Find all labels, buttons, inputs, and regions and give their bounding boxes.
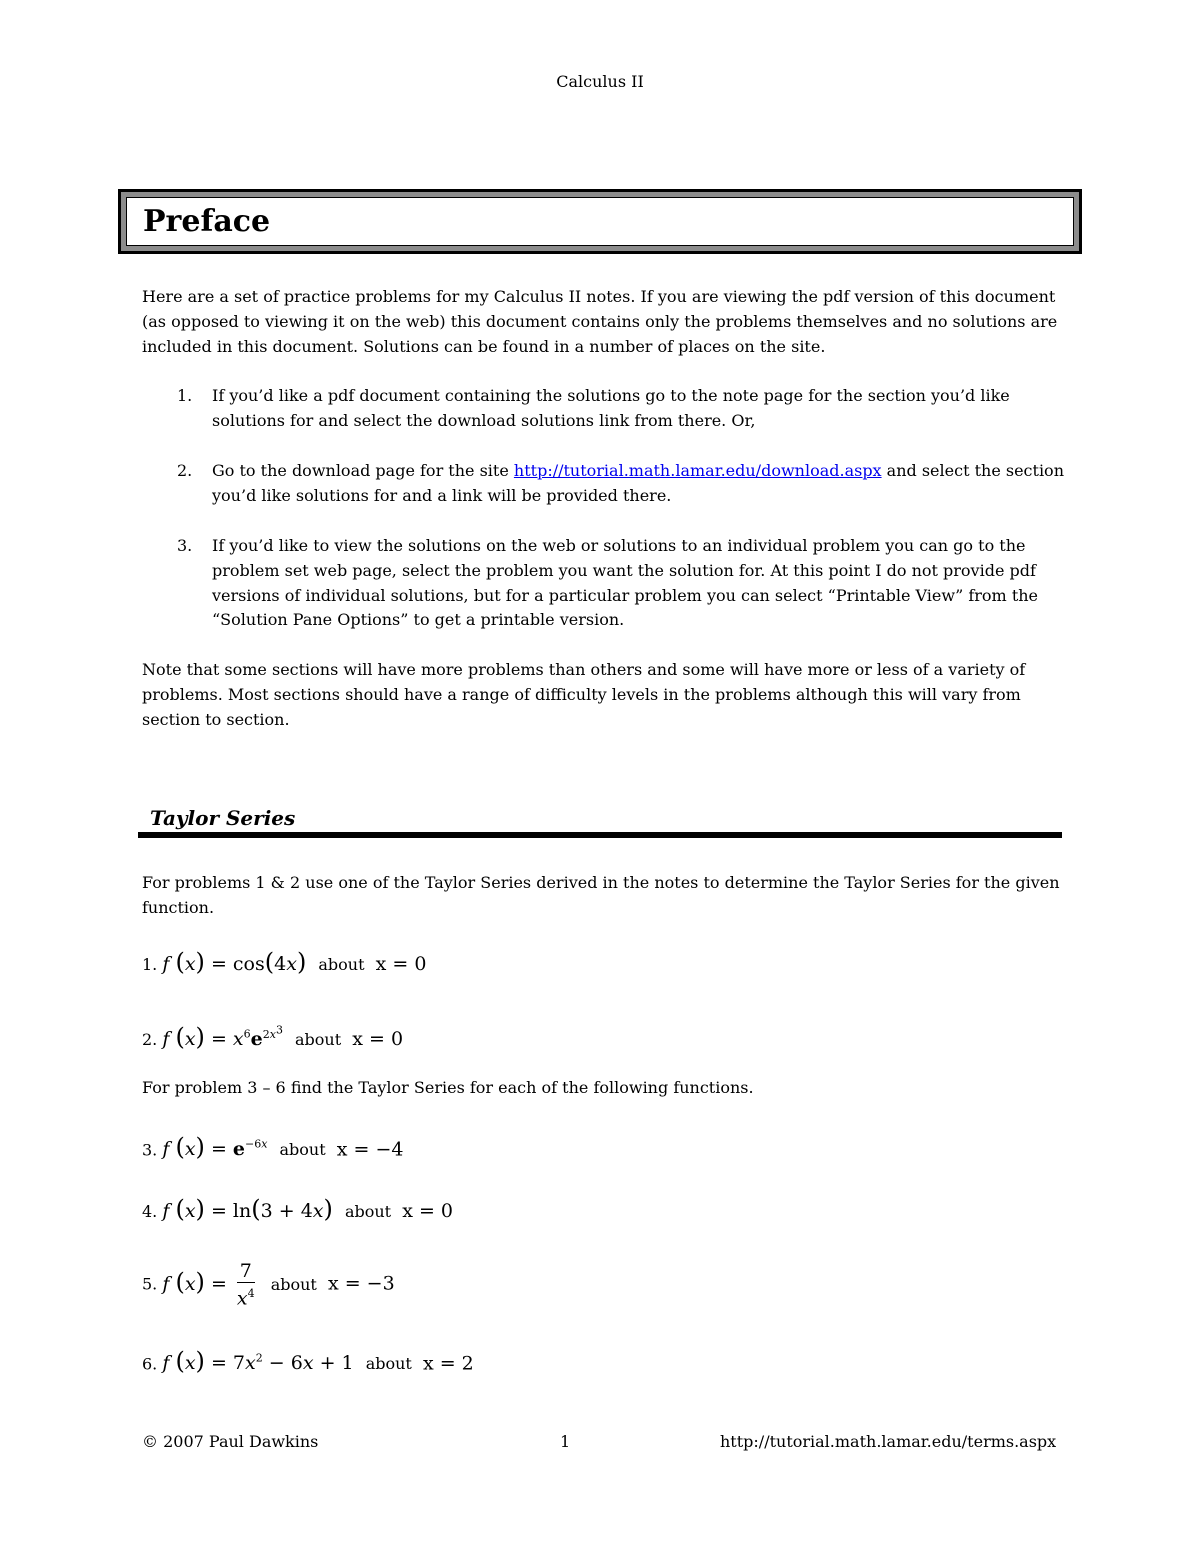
problem-center: x = −3 xyxy=(327,1272,395,1295)
preface-title: Preface xyxy=(126,197,1074,246)
list-item xyxy=(142,534,1067,633)
problem-center: x = 0 xyxy=(375,953,427,975)
problem-1 xyxy=(142,950,426,977)
problem-formula: f $(x) = x^6e^{2x^3}$ xyxy=(162,1022,283,1051)
problem-6 xyxy=(142,1347,474,1376)
about-label: about xyxy=(365,1354,412,1374)
problem-formula: f $(x) = e^{-6x}$ xyxy=(162,1133,268,1162)
about-label: about xyxy=(279,1140,326,1160)
problem-2 xyxy=(142,1018,403,1052)
section-title: Taylor Series xyxy=(150,806,296,830)
problem-center: x = 2 xyxy=(422,1352,474,1375)
section-divider xyxy=(138,832,1062,838)
about-label: about xyxy=(318,955,365,974)
problem-number: 5. xyxy=(142,1274,158,1294)
about-label: about xyxy=(270,1274,317,1294)
problem-number: 1. xyxy=(142,955,158,974)
problem-formula: f (x) = ln(3 + 4x) xyxy=(162,1195,333,1223)
problem-formula: f (x) = cos(4x) xyxy=(162,948,307,976)
problem-formula: f (x) = $\frac{7}{x^4}$ xyxy=(162,1260,255,1310)
preface-note: Note that some sections will have more problems than others and some will have more or less of a variety of problems. Most sections should have a range of difficulty levels in the problems although this will vary from section to section. xyxy=(142,660,1026,729)
preface-title-box xyxy=(118,189,1082,254)
problem-number: 2. xyxy=(142,1029,158,1049)
list-item-text-before: Go to the download page for the site xyxy=(212,461,514,480)
list-item-text: If you’d like to view the solutions on the web or solutions to an individual problem you can go to the problem set web page, select the problem you want the solution for. At this point I do not provide pdf versions of individual solutions, but for a particular problem you can select “Printable View” from the “Solution Pane Options” to get a printable version. xyxy=(212,536,1039,630)
problem-center: x = −4 xyxy=(336,1138,404,1161)
solutions-list xyxy=(142,384,1067,434)
running-header: Calculus II xyxy=(556,72,644,91)
problem-center: x = 0 xyxy=(402,1200,453,1222)
problem-4 xyxy=(142,1197,453,1224)
about-label: about xyxy=(295,1029,342,1049)
list-item-number: 1. xyxy=(177,386,193,405)
list-item-number: 3. xyxy=(177,536,193,555)
preface-intro: Here are a set of practice problems for my Calculus II notes. If you are viewing the pdf version of this document (as opposed to viewing it on the web) this document contains only the problems themselves and no solutions are included in this document. Solutions can be found in a number of places on the site. xyxy=(142,287,1058,356)
problem-number: 6. xyxy=(142,1354,158,1374)
instruction-1: For problems 1 & 2 use one of the Taylor Series derived in the notes to determine the Taylor Series for the given function. xyxy=(142,873,1060,917)
problem-5 xyxy=(142,1260,395,1309)
solutions-list-2 xyxy=(142,459,1067,509)
problem-number: 4. xyxy=(142,1202,158,1221)
solutions-list-3 xyxy=(142,534,1067,633)
list-item-text-after: and select the section you’d like solutions for and a link will be provided there. xyxy=(212,461,1064,505)
list-item-number: 2. xyxy=(177,461,193,480)
footer-url[interactable]: http://tutorial.math.lamar.edu/terms.aspx xyxy=(720,1432,1057,1451)
problem-center: x = 0 xyxy=(352,1027,404,1050)
footer-page-number: 1 xyxy=(560,1432,571,1451)
problem-3 xyxy=(142,1133,403,1162)
download-page-link[interactable]: http://tutorial.math.lamar.edu/download.aspx xyxy=(513,461,882,480)
list-item xyxy=(142,384,1067,434)
instruction-2: For problem 3 – 6 find the Taylor Series for each of the following functions. xyxy=(142,1078,754,1097)
list-item xyxy=(142,459,1067,509)
about-label: about xyxy=(344,1202,392,1221)
list-item-text: If you’d like a pdf document containing the solutions go to the note page for the section you’d like solutions for and select the download solutions link from there. Or, xyxy=(212,386,1010,430)
footer-copyright: © 2007 Paul Dawkins xyxy=(142,1432,319,1451)
problem-number: 3. xyxy=(142,1140,158,1160)
problem-formula: f $(x) = 7x^2 - 6x + 1$ xyxy=(162,1347,360,1376)
